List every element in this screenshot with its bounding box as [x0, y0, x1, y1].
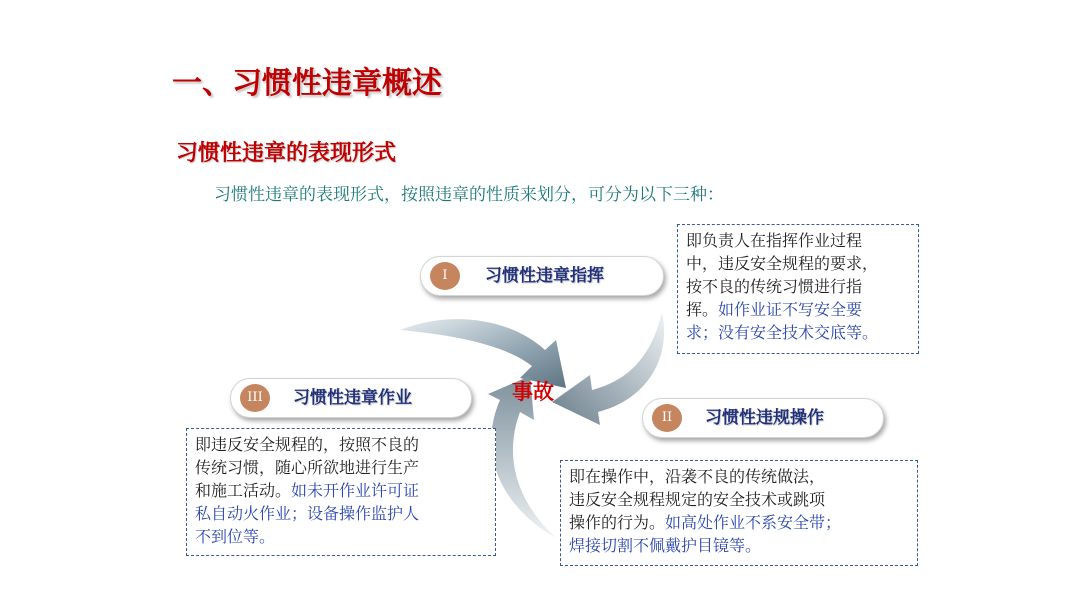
desc-line: 挥。如作业证不写安全要	[686, 300, 863, 319]
description-box-command	[677, 224, 919, 354]
desc-line: 违反安全规程规定的安全技术或跳项	[569, 490, 826, 509]
category-pill-operation	[642, 398, 884, 438]
description-box-operation	[560, 460, 918, 566]
category-pill-work	[230, 378, 472, 418]
category-label: 习惯性违规操作	[705, 408, 824, 428]
description-box-work	[186, 428, 496, 556]
section-subtitle: 习惯性违章的表现形式	[176, 141, 397, 166]
desc-line: 按不良的传统习惯进行指	[686, 277, 863, 296]
example-line: 求；没有安全技术交底等。	[686, 323, 879, 342]
center-accident-label: 事故	[512, 380, 554, 404]
roman-numeral-badge: I	[430, 262, 460, 290]
category-label: 习惯性违章作业	[293, 388, 412, 408]
intro-text: 习惯性违章的表现形式，按照违章的性质来划分，可分为以下三种：	[214, 185, 724, 205]
desc-line: 和施工活动。如未开作业许可证	[195, 481, 420, 500]
category-pill-command	[420, 256, 664, 296]
desc-line: 中，违反安全规程的要求，	[686, 254, 879, 273]
example-line: 焊接切割不佩戴护目镜等。	[569, 536, 762, 555]
roman-numeral-badge: II	[652, 404, 682, 432]
desc-line: 操作的行为。如高处作业不系安全带；	[569, 513, 842, 532]
example-line: 私自动火作业；设备操作监护人	[195, 504, 420, 523]
roman-numeral-badge: III	[240, 384, 270, 412]
desc-line: 即违反安全规程的，按照不良的	[195, 435, 420, 454]
page-title: 一、习惯性违章概述	[172, 66, 442, 101]
desc-line: 即负责人在指挥作业过程	[686, 231, 863, 250]
category-label: 习惯性违章指挥	[485, 266, 604, 286]
desc-line: 传统习惯，随心所欲地进行生产	[195, 458, 420, 477]
example-line: 不到位等。	[195, 527, 276, 546]
desc-line: 即在操作中，沿袭不良的传统做法，	[569, 467, 826, 486]
